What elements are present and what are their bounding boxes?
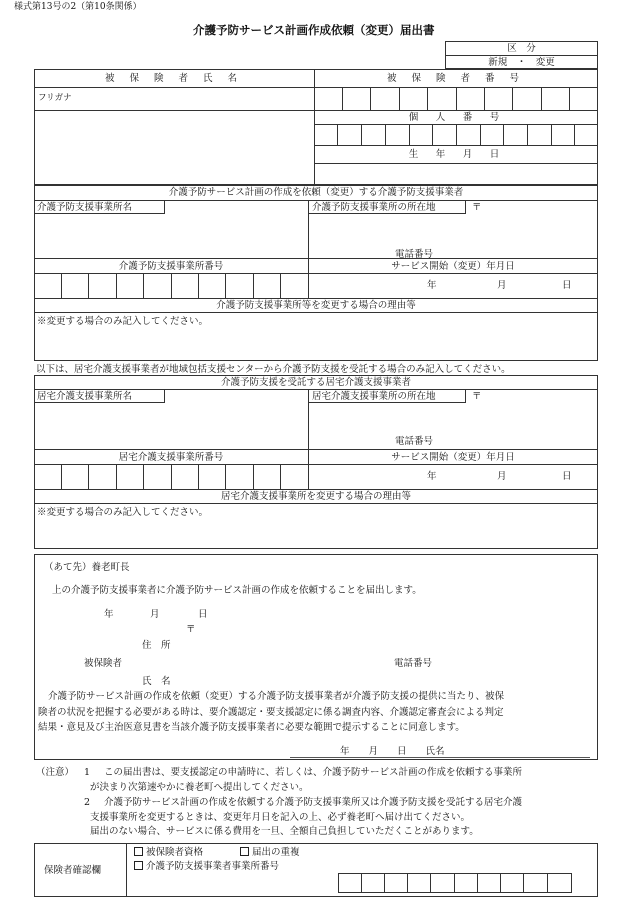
declaration-year: 年 xyxy=(104,609,114,620)
home-care-office-year: 年 xyxy=(427,471,437,482)
declaration-phone-label: 電話番号 xyxy=(394,658,433,669)
furigana-label: フリガナ xyxy=(38,93,72,103)
support-office-service-start-input[interactable] xyxy=(310,275,596,296)
personal-number-header: 個 人 番 号 xyxy=(408,112,504,123)
home-care-office-phone-label: 電話番号 xyxy=(395,436,434,447)
support-office-number-label: 介護予防支援事業所番号 xyxy=(118,261,224,272)
insurer-check-label: 保険者確認欄 xyxy=(44,865,102,876)
home-care-office-name-input[interactable] xyxy=(36,405,306,447)
form-title: 介護予防サービス計画作成依頼（変更）届出書 xyxy=(193,23,435,37)
note-1-number: 1 xyxy=(84,767,91,778)
addressee: （あて先）養老町長 xyxy=(44,562,130,573)
declaration-name-input[interactable] xyxy=(200,672,450,688)
home-care-office-service-start-input[interactable] xyxy=(310,466,596,487)
support-office-month: 月 xyxy=(497,280,507,291)
support-office-postal-mark: 〒 xyxy=(472,202,482,213)
declaration-address-input[interactable] xyxy=(200,624,590,654)
support-office-change-reason-input[interactable] xyxy=(36,330,596,359)
support-office-title: 介護予防サービス計画の作成を依頼（変更）する介護予防支援事業者 xyxy=(168,187,464,198)
declaration-date-input[interactable] xyxy=(60,606,220,622)
division-options[interactable]: 新規 ・ 変更 xyxy=(488,57,555,68)
declaration-address-label: 住 所 xyxy=(142,640,171,651)
checkbox-icon[interactable] xyxy=(134,861,143,870)
support-office-year: 年 xyxy=(427,280,437,291)
personal-number-grid[interactable] xyxy=(314,124,598,145)
home-care-office-day: 日 xyxy=(562,471,572,482)
insurer-check-1[interactable] xyxy=(134,847,203,858)
checkbox-icon[interactable] xyxy=(134,847,143,856)
consent-date-line: 年 月 日 氏名 xyxy=(340,746,445,757)
support-office-day: 日 xyxy=(562,280,572,291)
home-care-office-address-label: 居宅介護支援事業所の所在地 xyxy=(312,391,436,402)
insured-number-header: 被 保 険 者 番 号 xyxy=(386,73,526,84)
home-care-office-change-reason-input[interactable] xyxy=(36,520,596,547)
home-care-office-change-reason-title: 居宅介護支援事業所を変更する場合の理由等 xyxy=(220,491,411,502)
home-care-office-number-grid[interactable] xyxy=(34,464,308,489)
declaration-day: 日 xyxy=(198,609,208,620)
insurer-check-2-label: 届出の重複 xyxy=(252,847,300,858)
support-office-name-label: 介護予防支援事業所名 xyxy=(37,202,133,213)
notes-label: （注意） xyxy=(36,767,75,778)
insurer-check-1-label: 被保険者資格 xyxy=(146,847,204,858)
home-care-office-service-start-label: サービス開始（変更）年月日 xyxy=(391,452,515,463)
note-2-number: 2 xyxy=(84,797,91,808)
support-office-address-label: 介護予防支援事業所の所在地 xyxy=(312,202,436,213)
support-office-change-note: ※変更する場合のみ記入してください。 xyxy=(37,316,209,327)
note-2-line-1: 介護予防サービス計画の作成を依頼する介護予防支援事業所又は介護予防支援を受託する居宅介護 xyxy=(104,797,523,808)
support-office-service-start-label: サービス開始（変更）年月日 xyxy=(391,261,515,272)
home-care-office-month: 月 xyxy=(497,471,507,482)
insurer-check-3-label: 介護予防支援事業者事業所番号 xyxy=(146,861,280,872)
declaration-postal-mark: 〒 xyxy=(186,624,196,635)
insured-name-input[interactable] xyxy=(36,112,312,183)
birthdate-header: 生 年 月 日 xyxy=(408,149,504,160)
home-care-office-address-input[interactable] xyxy=(310,405,596,433)
form-number: 様式第13号の2（第10条関係） xyxy=(14,2,142,12)
note-2-line-3: 届出のない場合、サービスに係る費用を一旦、全額自己負担していただくことがあります。 xyxy=(90,826,479,837)
declaration-insured-label: 被保険者 xyxy=(84,658,123,669)
declaration-name-label: 氏 名 xyxy=(142,676,171,687)
insured-number-grid[interactable] xyxy=(314,87,598,110)
support-office-change-reason-title: 介護予防支援事業所等を変更する場合の理由等 xyxy=(216,300,416,311)
support-office-address-input[interactable] xyxy=(310,216,596,246)
insurer-check-number-grid[interactable] xyxy=(338,873,572,893)
support-office-number-grid[interactable] xyxy=(34,273,308,298)
checkbox-icon[interactable] xyxy=(240,847,249,856)
birthdate-input[interactable] xyxy=(316,165,596,183)
furigana-input[interactable] xyxy=(120,88,312,109)
home-care-office-title: 介護予防支援を受託する居宅介護支援事業者 xyxy=(220,377,411,388)
insured-name-header: 被 保 険 者 氏 名 xyxy=(104,73,244,84)
consent-signature-input[interactable] xyxy=(290,743,590,757)
note-1-line-2: が決まり次第速やかに養老町へ提出してください。 xyxy=(90,782,309,793)
note-2-line-2: 支援事業所を変更するときは、変更年月日を記入の上、必ず養老町へ届け出てください。 xyxy=(90,812,471,823)
division-label: 区 分 xyxy=(507,43,536,54)
note-1-line-1: この届出書は、要支援認定の申請時に、若しくは、介護予防サービス計画の作成を依頼する事業所 xyxy=(104,767,523,778)
declaration-statement: 上の介護予防支援事業者に介護予防サービス計画の作成を依頼することを届出します。 xyxy=(52,585,422,596)
home-care-office-postal-mark: 〒 xyxy=(472,391,482,402)
outsourcing-note: 以下は、居宅介護支援事業者が地域包括支援センターから介護予防支援を受託する場合のみ記入してください。 xyxy=(36,364,511,375)
consent-line-3: 結果・意見及び主治医意見書を当該介護予防支援事業者に必要な範囲で提示することに同意します。 xyxy=(38,722,465,733)
home-care-office-name-label: 居宅介護支援事業所名 xyxy=(37,391,133,402)
home-care-office-change-note: ※変更する場合のみ記入してください。 xyxy=(37,507,209,518)
declaration-month: 月 xyxy=(150,609,160,620)
consent-line-2: 険者の状況を把握する必要がある時は、要介護認定・要支援認定に係る調査内容、介護認定審査会による判定 xyxy=(38,707,504,718)
home-care-office-number-label: 居宅介護支援事業所番号 xyxy=(118,452,224,463)
insurer-check-2[interactable] xyxy=(240,847,300,858)
insurer-check-3[interactable] xyxy=(134,861,279,872)
consent-line-1: 介護予防サービス計画の作成を依頼（変更）する介護予防支援事業者が介護予防支援の提供に当たり、被保 xyxy=(48,691,505,702)
support-office-phone-label: 電話番号 xyxy=(395,249,434,260)
